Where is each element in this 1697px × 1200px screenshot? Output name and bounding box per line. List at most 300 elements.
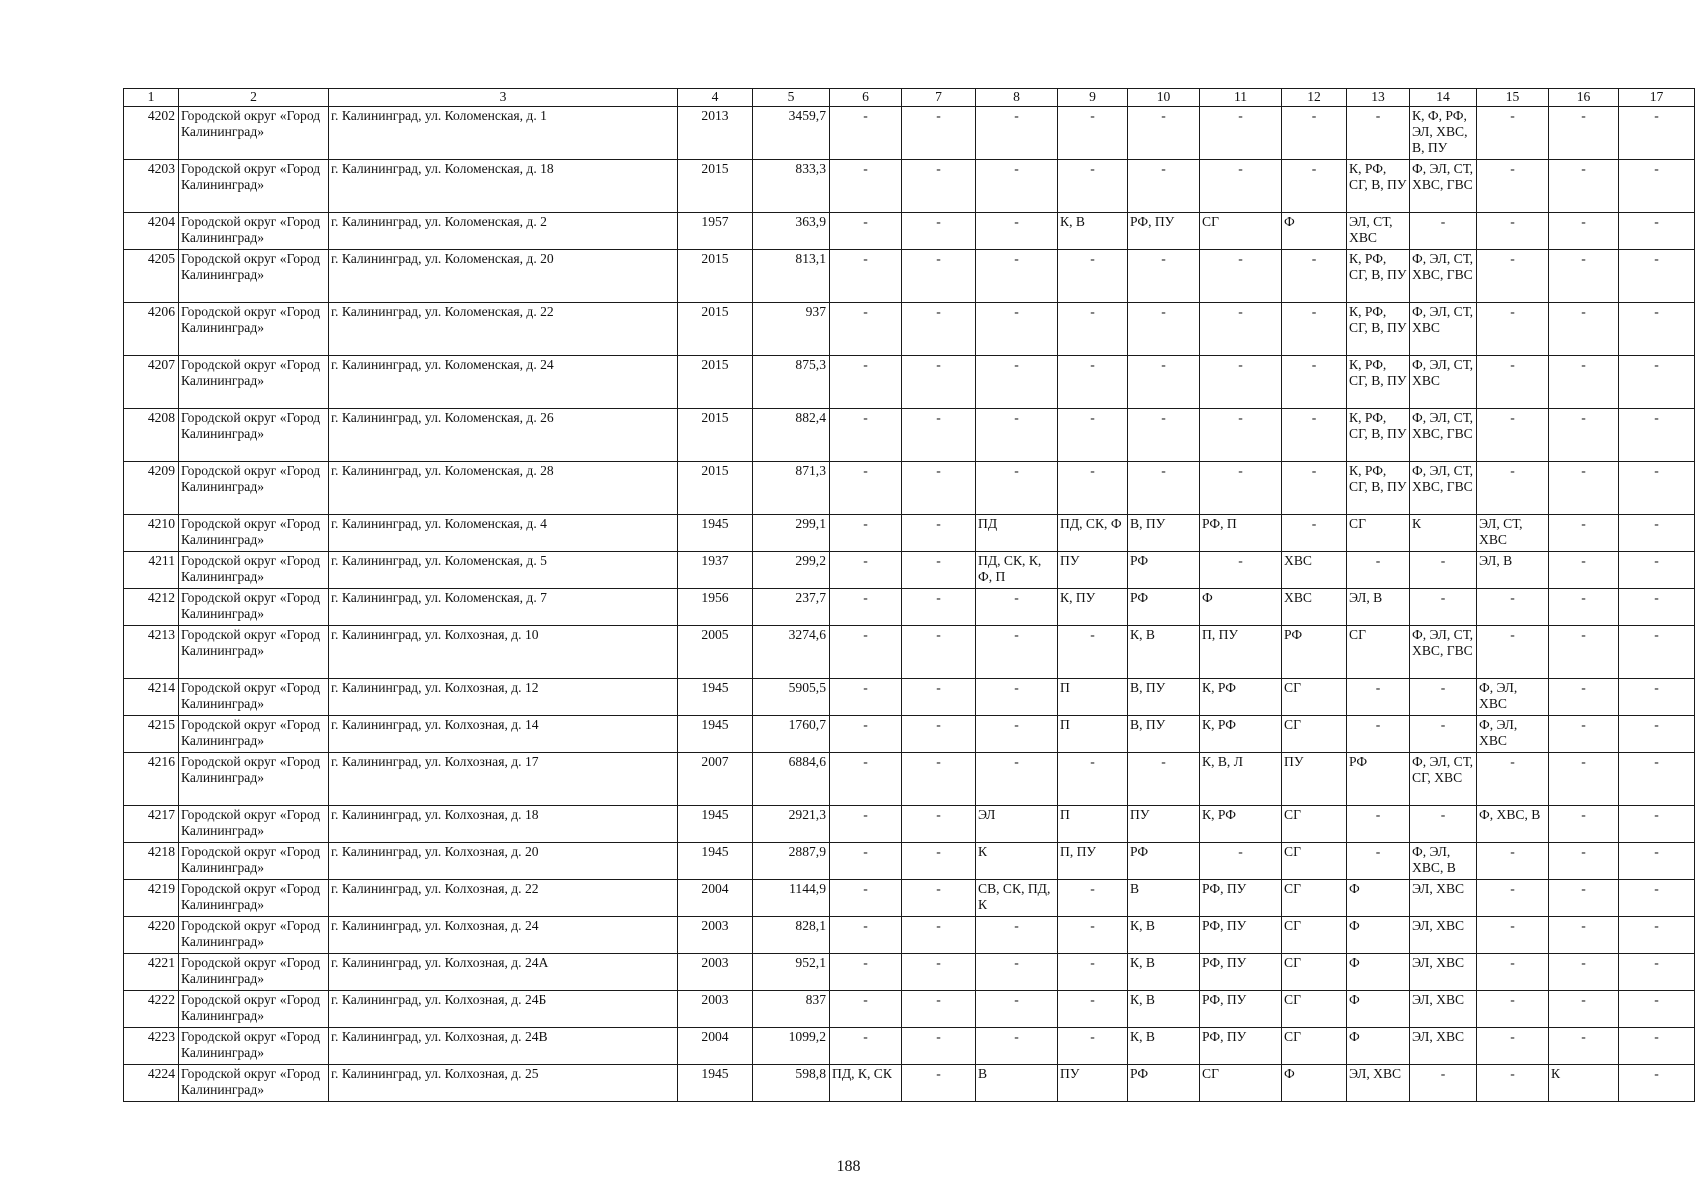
column-16-cell: - — [1549, 880, 1619, 917]
row-number-cell: 4210 — [124, 515, 179, 552]
column-8-cell: ЭЛ — [976, 806, 1058, 843]
area-cell: 299,2 — [753, 552, 830, 589]
column-header: 8 — [976, 89, 1058, 107]
column-9-cell: ПУ — [1058, 552, 1128, 589]
year-cell: 2004 — [678, 1028, 753, 1065]
area-cell: 6884,6 — [753, 753, 830, 806]
column-14-cell: К — [1410, 515, 1477, 552]
column-10-cell: РФ, ПУ — [1128, 213, 1200, 250]
column-14-cell: Ф, ЭЛ, СТ, ХВС — [1410, 303, 1477, 356]
address-cell: г. Калининград, ул. Коломенская, д. 18 — [329, 160, 678, 213]
address-cell: г. Калининград, ул. Колхозная, д. 24 — [329, 917, 678, 954]
table-body — [124, 107, 1695, 1102]
municipality-cell: Городской округ «Город Калининград» — [179, 954, 329, 991]
column-6-cell: - — [830, 954, 902, 991]
column-15-cell: - — [1477, 917, 1549, 954]
address-cell: г. Калининград, ул. Коломенская, д. 28 — [329, 462, 678, 515]
column-6-cell: - — [830, 679, 902, 716]
row-number-cell: 4205 — [124, 250, 179, 303]
column-11-cell: К, РФ — [1200, 679, 1282, 716]
table-row — [124, 589, 1695, 626]
column-8-cell: - — [976, 716, 1058, 753]
column-16-cell: - — [1549, 213, 1619, 250]
column-15-cell: Ф, ЭЛ, ХВС — [1477, 716, 1549, 753]
column-7-cell: - — [902, 409, 976, 462]
column-13-cell: К, РФ, СГ, В, ПУ — [1347, 160, 1410, 213]
table-row — [124, 626, 1695, 679]
column-6-cell: - — [830, 462, 902, 515]
table-row — [124, 515, 1695, 552]
column-7-cell: - — [902, 356, 976, 409]
address-cell: г. Калининград, ул. Коломенская, д. 24 — [329, 356, 678, 409]
column-17-cell: - — [1619, 843, 1695, 880]
column-header: 6 — [830, 89, 902, 107]
column-7-cell: - — [902, 589, 976, 626]
column-16-cell: - — [1549, 160, 1619, 213]
table-row — [124, 806, 1695, 843]
column-6-cell: ПД, К, СК — [830, 1065, 902, 1102]
column-13-cell: Ф — [1347, 1028, 1410, 1065]
year-cell: 2003 — [678, 954, 753, 991]
table-row — [124, 462, 1695, 515]
table-row — [124, 250, 1695, 303]
column-7-cell: - — [902, 160, 976, 213]
column-15-cell: - — [1477, 1065, 1549, 1102]
column-10-cell: - — [1128, 250, 1200, 303]
column-14-cell: К, Ф, РФ, ЭЛ, ХВС, В, ПУ — [1410, 107, 1477, 160]
column-8-cell: - — [976, 107, 1058, 160]
municipality-cell: Городской округ «Город Калининград» — [179, 1028, 329, 1065]
municipality-cell: Городской округ «Город Калининград» — [179, 806, 329, 843]
column-header: 1 — [124, 89, 179, 107]
column-12-cell: РФ — [1282, 626, 1347, 679]
year-cell: 1937 — [678, 552, 753, 589]
column-14-cell: - — [1410, 716, 1477, 753]
column-9-cell: - — [1058, 880, 1128, 917]
column-11-cell: К, В, Л — [1200, 753, 1282, 806]
column-6-cell: - — [830, 213, 902, 250]
column-15-cell: - — [1477, 250, 1549, 303]
column-16-cell: - — [1549, 303, 1619, 356]
column-14-cell: Ф, ЭЛ, СТ, СГ, ХВС — [1410, 753, 1477, 806]
column-16-cell: - — [1549, 1028, 1619, 1065]
column-14-cell: Ф, ЭЛ, СТ, ХВС, ГВС — [1410, 409, 1477, 462]
column-header: 14 — [1410, 89, 1477, 107]
column-16-cell: - — [1549, 753, 1619, 806]
column-15-cell: Ф, ХВС, В — [1477, 806, 1549, 843]
column-7-cell: - — [902, 880, 976, 917]
column-9-cell: К, ПУ — [1058, 589, 1128, 626]
column-8-cell: - — [976, 409, 1058, 462]
column-header: 3 — [329, 89, 678, 107]
column-header: 16 — [1549, 89, 1619, 107]
column-17-cell: - — [1619, 303, 1695, 356]
column-17-cell: - — [1619, 409, 1695, 462]
column-9-cell: П — [1058, 716, 1128, 753]
column-17-cell: - — [1619, 753, 1695, 806]
column-10-cell: В, ПУ — [1128, 515, 1200, 552]
address-cell: г. Калининград, ул. Коломенская, д. 2 — [329, 213, 678, 250]
column-15-cell: - — [1477, 991, 1549, 1028]
column-10-cell: К, В — [1128, 991, 1200, 1028]
column-13-cell: Ф — [1347, 880, 1410, 917]
table-row — [124, 107, 1695, 160]
address-cell: г. Калининград, ул. Колхозная, д. 24В — [329, 1028, 678, 1065]
column-9-cell: - — [1058, 917, 1128, 954]
area-cell: 598,8 — [753, 1065, 830, 1102]
row-number-cell: 4223 — [124, 1028, 179, 1065]
address-cell: г. Калининград, ул. Колхозная, д. 22 — [329, 880, 678, 917]
column-13-cell: - — [1347, 679, 1410, 716]
column-15-cell: - — [1477, 843, 1549, 880]
column-17-cell: - — [1619, 954, 1695, 991]
row-number-cell: 4219 — [124, 880, 179, 917]
area-cell: 299,1 — [753, 515, 830, 552]
column-12-cell: - — [1282, 356, 1347, 409]
column-7-cell: - — [902, 843, 976, 880]
column-header: 5 — [753, 89, 830, 107]
municipality-cell: Городской округ «Город Калининград» — [179, 552, 329, 589]
year-cell: 2015 — [678, 160, 753, 213]
column-14-cell: Ф, ЭЛ, СТ, ХВС, ГВС — [1410, 626, 1477, 679]
year-cell: 2003 — [678, 917, 753, 954]
column-10-cell: РФ — [1128, 589, 1200, 626]
year-cell: 1945 — [678, 843, 753, 880]
column-17-cell: - — [1619, 356, 1695, 409]
column-6-cell: - — [830, 626, 902, 679]
year-cell: 1945 — [678, 806, 753, 843]
column-8-cell: - — [976, 213, 1058, 250]
column-11-cell: - — [1200, 552, 1282, 589]
address-cell: г. Калининград, ул. Коломенская, д. 20 — [329, 250, 678, 303]
column-8-cell: ПД, СК, К, Ф, П — [976, 552, 1058, 589]
column-11-cell: - — [1200, 843, 1282, 880]
municipality-cell: Городской округ «Город Калининград» — [179, 753, 329, 806]
column-17-cell: - — [1619, 716, 1695, 753]
year-cell: 1945 — [678, 515, 753, 552]
column-11-cell: - — [1200, 462, 1282, 515]
column-12-cell: - — [1282, 107, 1347, 160]
column-10-cell: К, В — [1128, 626, 1200, 679]
column-16-cell: К — [1549, 1065, 1619, 1102]
column-9-cell: - — [1058, 626, 1128, 679]
column-12-cell: СГ — [1282, 716, 1347, 753]
column-9-cell: - — [1058, 462, 1128, 515]
column-12-cell: ПУ — [1282, 753, 1347, 806]
column-17-cell: - — [1619, 917, 1695, 954]
column-13-cell: Ф — [1347, 917, 1410, 954]
column-10-cell: К, В — [1128, 954, 1200, 991]
column-11-cell: - — [1200, 250, 1282, 303]
column-6-cell: - — [830, 160, 902, 213]
municipality-cell: Городской округ «Город Калининград» — [179, 160, 329, 213]
column-12-cell: СГ — [1282, 917, 1347, 954]
column-header: 13 — [1347, 89, 1410, 107]
column-14-cell: ЭЛ, ХВС — [1410, 1028, 1477, 1065]
column-17-cell: - — [1619, 552, 1695, 589]
column-13-cell: - — [1347, 843, 1410, 880]
column-16-cell: - — [1549, 679, 1619, 716]
column-6-cell: - — [830, 753, 902, 806]
column-16-cell: - — [1549, 917, 1619, 954]
column-15-cell: - — [1477, 213, 1549, 250]
municipality-cell: Городской округ «Город Калининград» — [179, 462, 329, 515]
column-16-cell: - — [1549, 626, 1619, 679]
row-number-cell: 4224 — [124, 1065, 179, 1102]
table-row — [124, 716, 1695, 753]
column-8-cell: - — [976, 462, 1058, 515]
column-16-cell: - — [1549, 250, 1619, 303]
column-15-cell: - — [1477, 462, 1549, 515]
column-8-cell: - — [976, 679, 1058, 716]
column-17-cell: - — [1619, 213, 1695, 250]
column-16-cell: - — [1549, 954, 1619, 991]
column-14-cell: - — [1410, 806, 1477, 843]
year-cell: 1945 — [678, 679, 753, 716]
column-12-cell: Ф — [1282, 1065, 1347, 1102]
column-15-cell: - — [1477, 356, 1549, 409]
column-10-cell: - — [1128, 356, 1200, 409]
table-row — [124, 1065, 1695, 1102]
row-number-cell: 4216 — [124, 753, 179, 806]
column-15-cell: - — [1477, 409, 1549, 462]
column-17-cell: - — [1619, 679, 1695, 716]
area-cell: 882,4 — [753, 409, 830, 462]
column-17-cell: - — [1619, 991, 1695, 1028]
column-11-cell: РФ, ПУ — [1200, 954, 1282, 991]
area-cell: 2921,3 — [753, 806, 830, 843]
area-cell: 875,3 — [753, 356, 830, 409]
column-7-cell: - — [902, 213, 976, 250]
column-6-cell: - — [830, 991, 902, 1028]
address-cell: г. Калининград, ул. Коломенская, д. 26 — [329, 409, 678, 462]
column-13-cell: - — [1347, 716, 1410, 753]
column-7-cell: - — [902, 462, 976, 515]
column-13-cell: ЭЛ, ХВС — [1347, 1065, 1410, 1102]
year-cell: 1945 — [678, 1065, 753, 1102]
municipality-cell: Городской округ «Город Калининград» — [179, 107, 329, 160]
column-10-cell: - — [1128, 107, 1200, 160]
column-16-cell: - — [1549, 107, 1619, 160]
address-cell: г. Калининград, ул. Колхозная, д. 20 — [329, 843, 678, 880]
column-7-cell: - — [902, 991, 976, 1028]
column-8-cell: В — [976, 1065, 1058, 1102]
header-row — [124, 89, 1695, 107]
column-10-cell: РФ — [1128, 1065, 1200, 1102]
year-cell: 1945 — [678, 716, 753, 753]
column-17-cell: - — [1619, 462, 1695, 515]
column-7-cell: - — [902, 303, 976, 356]
area-cell: 1760,7 — [753, 716, 830, 753]
address-cell: г. Калининград, ул. Колхозная, д. 24Б — [329, 991, 678, 1028]
area-cell: 3274,6 — [753, 626, 830, 679]
area-cell: 871,3 — [753, 462, 830, 515]
row-number-cell: 4207 — [124, 356, 179, 409]
row-number-cell: 4218 — [124, 843, 179, 880]
column-17-cell: - — [1619, 1028, 1695, 1065]
table-row — [124, 954, 1695, 991]
column-14-cell: ЭЛ, ХВС — [1410, 917, 1477, 954]
row-number-cell: 4202 — [124, 107, 179, 160]
column-header: 10 — [1128, 89, 1200, 107]
column-7-cell: - — [902, 954, 976, 991]
column-15-cell: - — [1477, 753, 1549, 806]
column-header: 11 — [1200, 89, 1282, 107]
column-12-cell: СГ — [1282, 954, 1347, 991]
column-17-cell: - — [1619, 250, 1695, 303]
column-7-cell: - — [902, 250, 976, 303]
area-cell: 363,9 — [753, 213, 830, 250]
table-row — [124, 303, 1695, 356]
column-header: 9 — [1058, 89, 1128, 107]
year-cell: 2015 — [678, 356, 753, 409]
column-7-cell: - — [902, 716, 976, 753]
page-number: 188 — [836, 1158, 861, 1175]
column-6-cell: - — [830, 552, 902, 589]
address-cell: г. Калининград, ул. Колхозная, д. 10 — [329, 626, 678, 679]
column-13-cell: СГ — [1347, 626, 1410, 679]
column-13-cell: К, РФ, СГ, В, ПУ — [1347, 409, 1410, 462]
municipality-cell: Городской округ «Город Калининград» — [179, 716, 329, 753]
municipality-cell: Городской округ «Город Калининград» — [179, 409, 329, 462]
area-cell: 952,1 — [753, 954, 830, 991]
column-12-cell: - — [1282, 409, 1347, 462]
column-14-cell: Ф, ЭЛ, СТ, ХВС — [1410, 356, 1477, 409]
column-8-cell: - — [976, 954, 1058, 991]
table-row — [124, 880, 1695, 917]
table-row — [124, 679, 1695, 716]
column-6-cell: - — [830, 1028, 902, 1065]
column-16-cell: - — [1549, 991, 1619, 1028]
column-14-cell: ЭЛ, ХВС — [1410, 954, 1477, 991]
area-cell: 937 — [753, 303, 830, 356]
column-11-cell: - — [1200, 160, 1282, 213]
column-17-cell: - — [1619, 515, 1695, 552]
row-number-cell: 4215 — [124, 716, 179, 753]
table-row — [124, 213, 1695, 250]
column-12-cell: СГ — [1282, 991, 1347, 1028]
municipality-cell: Городской округ «Город Калининград» — [179, 515, 329, 552]
column-13-cell: К, РФ, СГ, В, ПУ — [1347, 303, 1410, 356]
row-number-cell: 4213 — [124, 626, 179, 679]
municipality-cell: Городской округ «Город Калининград» — [179, 356, 329, 409]
column-8-cell: - — [976, 250, 1058, 303]
column-10-cell: - — [1128, 409, 1200, 462]
column-14-cell: Ф, ЭЛ, СТ, ХВС, ГВС — [1410, 250, 1477, 303]
column-16-cell: - — [1549, 356, 1619, 409]
column-14-cell: - — [1410, 213, 1477, 250]
municipality-cell: Городской округ «Город Калининград» — [179, 213, 329, 250]
column-11-cell: - — [1200, 107, 1282, 160]
column-17-cell: - — [1619, 589, 1695, 626]
column-14-cell: - — [1410, 589, 1477, 626]
column-12-cell: СГ — [1282, 843, 1347, 880]
column-12-cell: - — [1282, 462, 1347, 515]
column-14-cell: - — [1410, 552, 1477, 589]
column-14-cell: - — [1410, 1065, 1477, 1102]
column-16-cell: - — [1549, 462, 1619, 515]
column-13-cell: ЭЛ, СТ, ХВС — [1347, 213, 1410, 250]
column-16-cell: - — [1549, 716, 1619, 753]
area-cell: 833,3 — [753, 160, 830, 213]
column-14-cell: Ф, ЭЛ, СТ, ХВС, ГВС — [1410, 462, 1477, 515]
column-12-cell: ХВС — [1282, 552, 1347, 589]
address-cell: г. Калининград, ул. Коломенская, д. 22 — [329, 303, 678, 356]
column-header: 15 — [1477, 89, 1549, 107]
municipality-cell: Городской округ «Город Калининград» — [179, 679, 329, 716]
column-10-cell: - — [1128, 753, 1200, 806]
column-header: 4 — [678, 89, 753, 107]
column-11-cell: К, РФ — [1200, 716, 1282, 753]
column-6-cell: - — [830, 589, 902, 626]
row-number-cell: 4221 — [124, 954, 179, 991]
column-12-cell: Ф — [1282, 213, 1347, 250]
row-number-cell: 4203 — [124, 160, 179, 213]
column-12-cell: СГ — [1282, 679, 1347, 716]
table-row — [124, 843, 1695, 880]
column-13-cell: К, РФ, СГ, В, ПУ — [1347, 250, 1410, 303]
year-cell: 2004 — [678, 880, 753, 917]
column-10-cell: - — [1128, 303, 1200, 356]
column-11-cell: РФ, ПУ — [1200, 991, 1282, 1028]
column-7-cell: - — [902, 626, 976, 679]
column-11-cell: РФ, ПУ — [1200, 880, 1282, 917]
column-10-cell: РФ — [1128, 843, 1200, 880]
column-10-cell: - — [1128, 462, 1200, 515]
column-14-cell: ЭЛ, ХВС — [1410, 991, 1477, 1028]
address-cell: г. Калининград, ул. Колхозная, д. 17 — [329, 753, 678, 806]
column-6-cell: - — [830, 515, 902, 552]
column-17-cell: - — [1619, 107, 1695, 160]
column-7-cell: - — [902, 1065, 976, 1102]
row-number-cell: 4208 — [124, 409, 179, 462]
column-15-cell: - — [1477, 1028, 1549, 1065]
column-9-cell: ПУ — [1058, 1065, 1128, 1102]
column-11-cell: РФ, ПУ — [1200, 1028, 1282, 1065]
column-17-cell: - — [1619, 160, 1695, 213]
column-10-cell: К, В — [1128, 1028, 1200, 1065]
column-11-cell: РФ, П — [1200, 515, 1282, 552]
column-11-cell: К, РФ — [1200, 806, 1282, 843]
column-9-cell: - — [1058, 303, 1128, 356]
column-9-cell: П — [1058, 806, 1128, 843]
column-8-cell: - — [976, 160, 1058, 213]
column-13-cell: - — [1347, 552, 1410, 589]
row-number-cell: 4211 — [124, 552, 179, 589]
area-cell: 1099,2 — [753, 1028, 830, 1065]
area-cell: 828,1 — [753, 917, 830, 954]
column-10-cell: РФ — [1128, 552, 1200, 589]
year-cell: 2015 — [678, 409, 753, 462]
column-9-cell: П, ПУ — [1058, 843, 1128, 880]
year-cell: 2013 — [678, 107, 753, 160]
column-10-cell: - — [1128, 160, 1200, 213]
column-6-cell: - — [830, 303, 902, 356]
column-8-cell: - — [976, 1028, 1058, 1065]
column-16-cell: - — [1549, 843, 1619, 880]
column-9-cell: - — [1058, 409, 1128, 462]
column-15-cell: - — [1477, 160, 1549, 213]
column-16-cell: - — [1549, 806, 1619, 843]
column-9-cell: - — [1058, 160, 1128, 213]
column-12-cell: СГ — [1282, 1028, 1347, 1065]
column-11-cell: - — [1200, 409, 1282, 462]
column-15-cell: ЭЛ, В — [1477, 552, 1549, 589]
year-cell: 2005 — [678, 626, 753, 679]
address-cell: г. Калининград, ул. Колхозная, д. 24А — [329, 954, 678, 991]
column-17-cell: - — [1619, 806, 1695, 843]
column-16-cell: - — [1549, 589, 1619, 626]
